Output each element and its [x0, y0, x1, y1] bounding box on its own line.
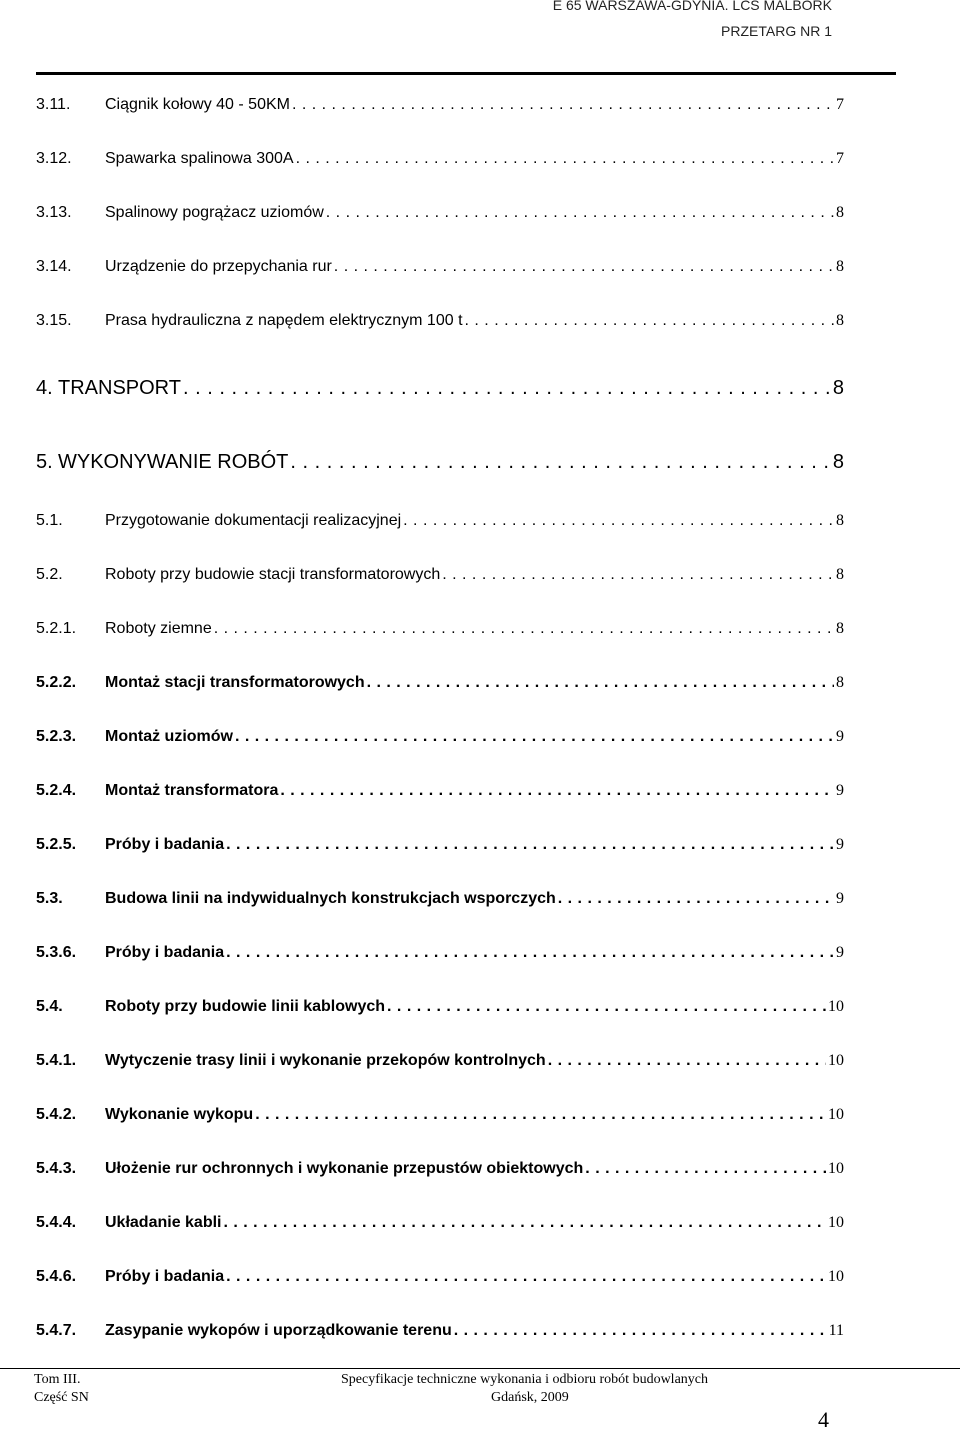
toc-entry-number: 5.3.6.	[36, 944, 77, 961]
toc-entry[interactable]	[36, 998, 844, 1024]
toc-entry-title: Układanie kabli	[105, 1214, 222, 1231]
toc-entry-number: 5.1.	[36, 512, 63, 529]
toc-entry[interactable]	[36, 782, 844, 808]
toc-entry-page: 9	[836, 836, 844, 853]
toc-entry-page: 10	[828, 1268, 844, 1285]
toc-entry-number: 4.	[36, 377, 53, 399]
toc-entry[interactable]	[36, 258, 844, 284]
toc-dot-leader	[548, 1052, 826, 1070]
toc-entry-number: 5.2.2.	[36, 674, 77, 691]
toc-entry-page: 7	[836, 150, 844, 167]
toc-entry-title: Montaż transformatora	[105, 782, 279, 799]
toc-entry-number: 5.2.1.	[36, 620, 77, 637]
header-divider	[36, 72, 896, 75]
toc-dot-leader	[403, 512, 834, 530]
toc-entry-title: Spalinowy pogrążacz uziomów	[105, 204, 324, 221]
toc-entry-page: 8	[836, 674, 844, 691]
toc-dot-leader	[334, 258, 834, 276]
toc-entry-page: 9	[836, 782, 844, 799]
toc-dot-leader	[226, 944, 834, 962]
toc-entry-title: Próby i badania	[105, 836, 225, 853]
toc-entry[interactable]	[36, 150, 844, 176]
toc-dot-leader	[442, 566, 834, 584]
toc-entry-title: WYKONYWANIE ROBÓT	[58, 451, 289, 473]
toc-entry[interactable]	[36, 1322, 844, 1348]
toc-entry-title: Próby i badania	[105, 944, 225, 961]
toc-entry-page: 9	[836, 890, 844, 907]
toc-dot-leader	[235, 728, 834, 746]
toc-dot-leader	[224, 1214, 827, 1232]
toc-entry[interactable]	[36, 728, 844, 754]
toc-entry-title: Zasypanie wykopów i uporządkowanie terenu	[105, 1322, 452, 1339]
toc-entry-page: 8	[836, 566, 844, 583]
toc-entry[interactable]	[36, 944, 844, 970]
toc-entry[interactable]	[36, 451, 844, 477]
toc-dot-leader	[226, 1268, 826, 1286]
toc-dot-leader	[367, 674, 834, 692]
toc-entry-page: 9	[836, 728, 844, 745]
toc-dot-leader	[454, 1322, 827, 1340]
page-number: 4	[818, 1407, 829, 1432]
toc-dot-leader	[465, 312, 834, 330]
footer-volume: Tom III.	[34, 1372, 81, 1387]
toc-entry[interactable]	[36, 674, 844, 700]
toc-entry[interactable]	[36, 890, 844, 916]
toc-entry[interactable]	[36, 1214, 844, 1240]
toc-entry-title: Budowa linii na indywidualnych konstrukcjach wsporczych	[105, 890, 556, 907]
toc-entry-title: Przygotowanie dokumentacji realizacyjnej	[105, 512, 402, 529]
header-tender-number: PRZETARG NR 1	[721, 23, 832, 39]
toc-entry[interactable]	[36, 1052, 844, 1078]
toc-entry-page: 8	[836, 312, 844, 329]
toc-entry-title: Ciągnik kołowy 40 - 50KM	[105, 96, 290, 113]
toc-entry-number: 5.4.2.	[36, 1106, 77, 1123]
toc-entry-page: 8	[836, 258, 844, 275]
footer-spec-title: Specyfikacje techniczne wykonania i odbioru robót budowlanych	[341, 1372, 708, 1387]
toc-entry-number: 3.14.	[36, 258, 72, 275]
toc-entry-title: Montaż stacji transformatorowych	[105, 674, 365, 691]
toc-entry-number: 5.2.5.	[36, 836, 77, 853]
toc-entry-page: 8	[836, 620, 844, 637]
toc-entry-number: 5.4.4.	[36, 1214, 77, 1231]
toc-entry-title: Ułożenie rur ochronnych i wykonanie przepustów obiektowych	[105, 1160, 584, 1177]
toc-dot-leader	[183, 377, 831, 400]
toc-entry-page: 10	[828, 1160, 844, 1177]
toc-entry[interactable]	[36, 204, 844, 230]
toc-entry-title: Wykonanie wykopu	[105, 1106, 254, 1123]
toc-entry-number: 5.2.4.	[36, 782, 77, 799]
toc-dot-leader	[226, 836, 834, 854]
header-project-title: E 65 WARSZAWA-GDYNIA. LCS MALBORK	[552, 0, 832, 13]
toc-entry-number: 3.12.	[36, 150, 72, 167]
toc-entry[interactable]	[36, 377, 844, 403]
toc-entry-number: 5.4.3.	[36, 1160, 77, 1177]
toc-entry-number: 5.4.6.	[36, 1268, 77, 1285]
toc-entry-page: 8	[836, 512, 844, 529]
toc-entry-number: 5.2.	[36, 566, 63, 583]
toc-entry-number: 5.	[36, 451, 53, 473]
toc-entry[interactable]	[36, 512, 844, 538]
toc-entry-page: 10	[828, 1214, 844, 1231]
toc-entry-page: 8	[836, 204, 844, 221]
toc-dot-leader	[280, 782, 834, 800]
toc-entry[interactable]	[36, 566, 844, 592]
toc-entry-page: 10	[828, 1052, 844, 1069]
toc-entry-number: 3.15.	[36, 312, 72, 329]
toc-dot-leader	[326, 204, 834, 222]
toc-entry-title: Roboty przy budowie stacji transformatorowych	[105, 566, 441, 583]
toc-entry-title: Wytyczenie trasy linii i wykonanie przekopów kontrolnych	[105, 1052, 546, 1069]
toc-entry[interactable]	[36, 1268, 844, 1294]
toc-dot-leader	[214, 620, 834, 638]
toc-entry-page: 7	[836, 96, 844, 113]
footer-part: Część SN	[34, 1390, 89, 1405]
toc-entry-title: Montaż uziomów	[105, 728, 233, 745]
toc-entry-number: 5.3.	[36, 890, 63, 907]
toc-entry-title: Próby i badania	[105, 1268, 225, 1285]
toc-entry-title: Roboty przy budowie linii kablowych	[105, 998, 386, 1015]
toc-entry-number: 5.2.3.	[36, 728, 77, 745]
toc-entry[interactable]	[36, 620, 844, 646]
toc-dot-leader	[290, 451, 830, 474]
toc-dot-leader	[558, 890, 834, 908]
toc-entry[interactable]	[36, 96, 844, 122]
toc-entry-number: 3.13.	[36, 204, 72, 221]
toc-entry-page: 9	[836, 944, 844, 961]
toc-dot-leader	[292, 96, 834, 114]
toc-dot-leader	[255, 1106, 826, 1124]
toc-entry-number: 5.4.7.	[36, 1322, 77, 1339]
toc-entry-number: 5.4.1.	[36, 1052, 77, 1069]
toc-entry-page: 8	[832, 451, 844, 473]
toc-entry[interactable]	[36, 312, 844, 338]
toc-dot-leader	[296, 150, 834, 168]
footer-place-date: Gdańsk, 2009	[491, 1390, 569, 1405]
toc-entry[interactable]	[36, 1106, 844, 1132]
toc-entry-page: 10	[828, 998, 844, 1015]
toc-entry-number: 3.11.	[36, 96, 71, 113]
toc-entry-title: Prasa hydrauliczna z napędem elektrycznym 100 t	[105, 312, 463, 329]
toc-entry[interactable]	[36, 1160, 844, 1186]
toc-entry-page: 11	[828, 1322, 844, 1339]
toc-entry-number: 5.4.	[36, 998, 63, 1015]
toc-dot-leader	[585, 1160, 826, 1178]
toc-entry[interactable]	[36, 836, 844, 862]
toc-entry-title: Urządzenie do przepychania rur	[105, 258, 332, 275]
toc-entry-page: 10	[828, 1106, 844, 1123]
toc-dot-leader	[387, 998, 826, 1016]
footer-divider	[0, 1368, 960, 1369]
toc-entry-page: 8	[832, 377, 844, 399]
toc-entry-title: TRANSPORT	[58, 377, 181, 399]
toc-entry-title: Roboty ziemne	[105, 620, 212, 637]
toc-entry-title: Spawarka spalinowa 300A	[105, 150, 294, 167]
